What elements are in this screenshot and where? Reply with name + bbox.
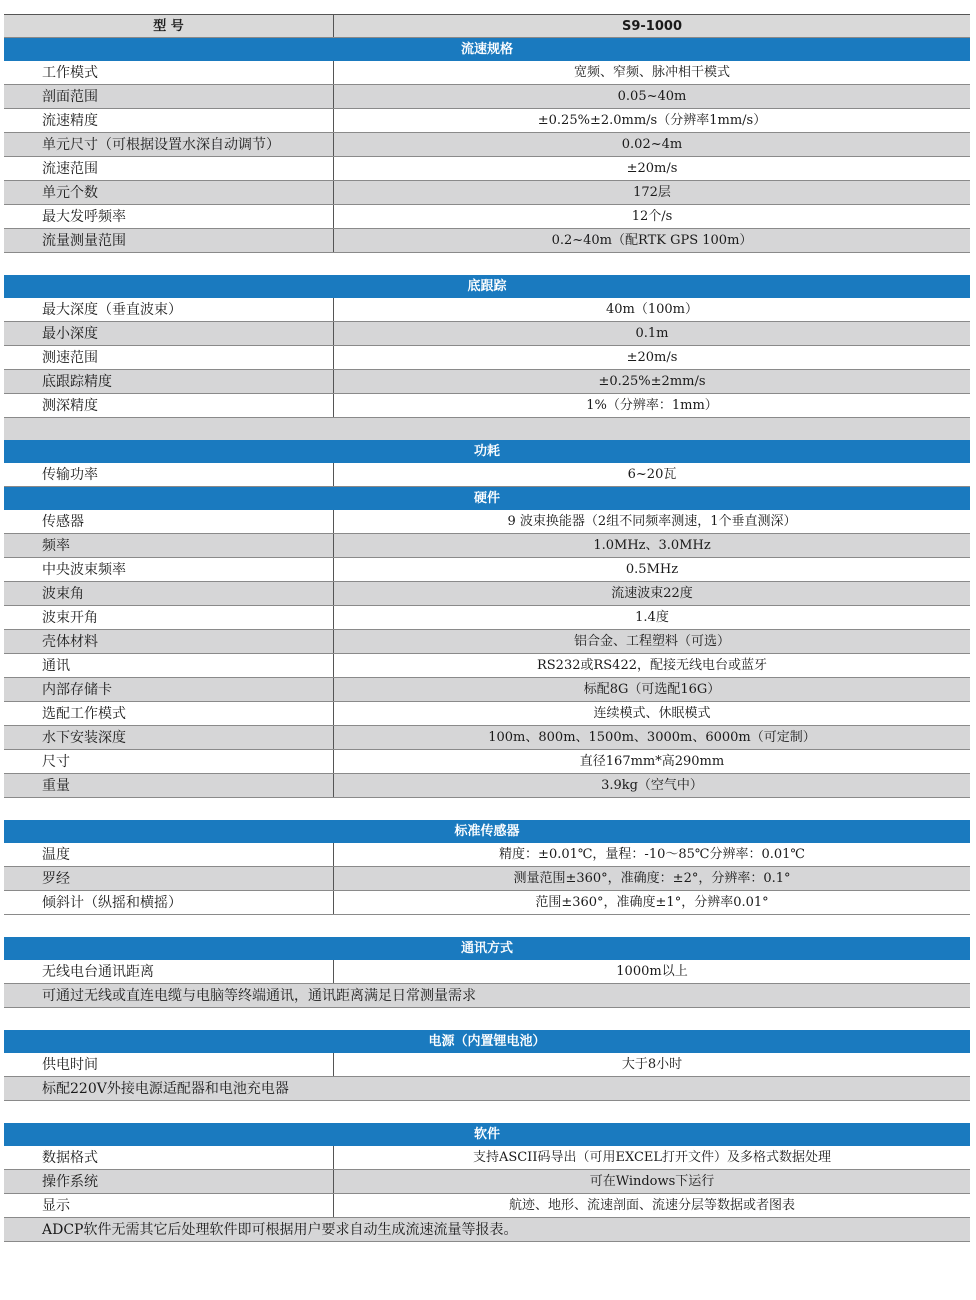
spec-value: 100m、800m、1500m、3000m、6000m（可定制） — [488, 730, 816, 745]
section-note: ADCP软件无需其它后处理软件即可根据用户要求自动生成流速流量等报表。 — [4, 1218, 970, 1242]
spec-value: 9 波束换能器（2组不同频率测速，1个垂直测深） — [507, 514, 797, 529]
section-spacer — [4, 418, 970, 440]
spec-label: 选配工作模式 — [4, 702, 334, 725]
spec-label: 传输功率 — [4, 463, 334, 486]
section-spacer — [4, 915, 970, 937]
spec-value: 测量范围±360°，准确度：±2°，分辨率：0.1° — [513, 871, 791, 886]
spec-label: 通讯 — [4, 654, 334, 677]
spec-row — [4, 606, 970, 630]
spec-row — [4, 298, 970, 322]
section-spacer — [4, 1008, 970, 1030]
spec-row — [4, 1194, 970, 1218]
spec-value: 连续模式、休眠模式 — [593, 706, 711, 721]
spec-value: 0.2~40m（配RTK GPS 100m） — [551, 233, 753, 248]
spec-row — [4, 1146, 970, 1170]
section-title: 硬件 — [4, 487, 970, 510]
spec-label: 重量 — [4, 774, 334, 797]
spec-value: 支持ASCII码导出（可用EXCEL打开文件）及多格式数据处理 — [472, 1150, 832, 1165]
spec-value: 范围±360°，准确度±1°，分辨率0.01° — [535, 895, 769, 910]
spec-value: 精度：±0.01℃，量程：-10～85℃分辨率：0.01℃ — [499, 847, 805, 862]
spec-section — [4, 937, 970, 1030]
spec-label: 频率 — [4, 534, 334, 557]
spec-section — [4, 1030, 970, 1123]
spec-row — [4, 205, 970, 229]
spec-row — [4, 61, 970, 85]
spec-label: 波束开角 — [4, 606, 334, 629]
spec-label: 单元个数 — [4, 181, 334, 204]
section-title: 流速规格 — [4, 38, 970, 61]
spec-row — [4, 891, 970, 915]
spec-label: 单元尺寸（可根据设置水深自动调节） — [4, 133, 334, 156]
section-title: 底跟踪 — [4, 275, 970, 298]
spec-value: 1.0MHz、3.0MHz — [593, 538, 711, 553]
spec-value: 0.1m — [635, 326, 669, 341]
table-header-row — [4, 14, 970, 38]
spec-row — [4, 463, 970, 487]
spec-row — [4, 322, 970, 346]
section-note: 可通过无线或直连电缆与电脑等终端通讯，通讯距离满足日常测量需求 — [4, 984, 970, 1008]
spec-label: 剖面范围 — [4, 85, 334, 108]
section-spacer — [4, 798, 970, 820]
spec-row — [4, 726, 970, 750]
spec-label: 流速精度 — [4, 109, 334, 132]
spec-row — [4, 774, 970, 798]
spec-label: 中央波束频率 — [4, 558, 334, 581]
spec-value: 0.05~40m — [617, 89, 687, 104]
spec-label: 流速范围 — [4, 157, 334, 180]
section-title: 通讯方式 — [4, 937, 970, 960]
spec-row — [4, 1053, 970, 1077]
spec-row — [4, 181, 970, 205]
spec-label: 工作模式 — [4, 61, 334, 84]
spec-section — [4, 1123, 970, 1242]
spec-row — [4, 654, 970, 678]
spec-row — [4, 534, 970, 558]
spec-label: 倾斜计（纵摇和横摇） — [4, 891, 334, 914]
spec-label: 底跟踪精度 — [4, 370, 334, 393]
spec-value: ±0.25%±2.0mm/s（分辨率1mm/s） — [537, 113, 767, 128]
spec-value: 0.02~4m — [621, 137, 683, 152]
section-spacer — [4, 253, 970, 275]
spec-sections — [4, 38, 970, 1242]
spec-value: 大于8小时 — [621, 1057, 683, 1072]
spec-row — [4, 370, 970, 394]
spec-section — [4, 38, 970, 275]
spec-value: RS232或RS422，配接无线电台或蓝牙 — [536, 658, 767, 673]
spec-label: 数据格式 — [4, 1146, 334, 1169]
spec-label: 水下安装深度 — [4, 726, 334, 749]
spec-row — [4, 702, 970, 726]
spec-label: 最小深度 — [4, 322, 334, 345]
spec-value: 172层 — [633, 185, 671, 200]
section-title: 标准传感器 — [4, 820, 970, 843]
spec-row — [4, 346, 970, 370]
spec-label: 测速范围 — [4, 346, 334, 369]
spec-value: ±20m/s — [626, 161, 678, 176]
spec-value: 铝合金、工程塑料（可选） — [573, 634, 730, 649]
spec-section — [4, 275, 970, 440]
spec-value: 1.4度 — [635, 610, 669, 625]
section-title: 功耗 — [4, 440, 970, 463]
spec-row — [4, 582, 970, 606]
spec-label: 温度 — [4, 843, 334, 866]
spec-row — [4, 960, 970, 984]
spec-table — [4, 14, 970, 1242]
spec-label: 内部存储卡 — [4, 678, 334, 701]
spec-value: 0.5MHz — [625, 562, 679, 577]
spec-row — [4, 750, 970, 774]
section-spacer — [4, 1101, 970, 1123]
spec-value: 直径167mm*高290mm — [579, 754, 725, 769]
spec-label: 最大发呼频率 — [4, 205, 334, 228]
spec-row — [4, 510, 970, 534]
spec-value: 标配8G（可选配16G） — [583, 682, 721, 697]
spec-value: 1%（分辨率：1mm） — [586, 398, 718, 413]
spec-value: 3.9kg（空气中） — [601, 778, 703, 793]
spec-value: 6~20瓦 — [627, 467, 677, 482]
header-model: S9-1000 — [622, 19, 682, 34]
spec-row — [4, 157, 970, 181]
spec-row — [4, 109, 970, 133]
spec-row — [4, 678, 970, 702]
section-title: 电源（内置锂电池） — [4, 1030, 970, 1053]
spec-label: 传感器 — [4, 510, 334, 533]
spec-row — [4, 558, 970, 582]
spec-value: 航迹、地形、流速剖面、流速分层等数据或者图表 — [508, 1198, 795, 1213]
spec-row — [4, 133, 970, 157]
spec-section — [4, 440, 970, 487]
spec-value: 宽频、窄频、脉冲相干模式 — [573, 65, 730, 80]
spec-value: 40m（100m） — [605, 302, 698, 317]
spec-label: 罗经 — [4, 867, 334, 890]
spec-label: 最大深度（垂直波束） — [4, 298, 334, 321]
spec-label: 供电时间 — [4, 1053, 334, 1076]
spec-row — [4, 843, 970, 867]
spec-row — [4, 229, 970, 253]
spec-label: 操作系统 — [4, 1170, 334, 1193]
section-note: 标配220V外接电源适配器和电池充电器 — [4, 1077, 970, 1101]
spec-row — [4, 85, 970, 109]
spec-value: 1000m以上 — [616, 964, 688, 979]
spec-label: 显示 — [4, 1194, 334, 1217]
spec-label: 测深精度 — [4, 394, 334, 417]
spec-label: 波束角 — [4, 582, 334, 605]
spec-row — [4, 1170, 970, 1194]
spec-label: 流量测量范围 — [4, 229, 334, 252]
spec-label: 尺寸 — [4, 750, 334, 773]
spec-label: 无线电台通讯距离 — [4, 960, 334, 983]
header-label: 型 号 — [4, 15, 334, 37]
spec-value: ±20m/s — [626, 350, 678, 365]
section-title: 软件 — [4, 1123, 970, 1146]
spec-value: 可在Windows下运行 — [589, 1174, 715, 1189]
spec-value: ±0.25%±2mm/s — [598, 374, 706, 389]
spec-row — [4, 630, 970, 654]
spec-row — [4, 394, 970, 418]
spec-section — [4, 820, 970, 937]
spec-section — [4, 487, 970, 820]
spec-value: 流速波束22度 — [611, 586, 693, 601]
spec-row — [4, 867, 970, 891]
spec-value: 12个/s — [631, 209, 673, 224]
spec-label: 壳体材料 — [4, 630, 334, 653]
